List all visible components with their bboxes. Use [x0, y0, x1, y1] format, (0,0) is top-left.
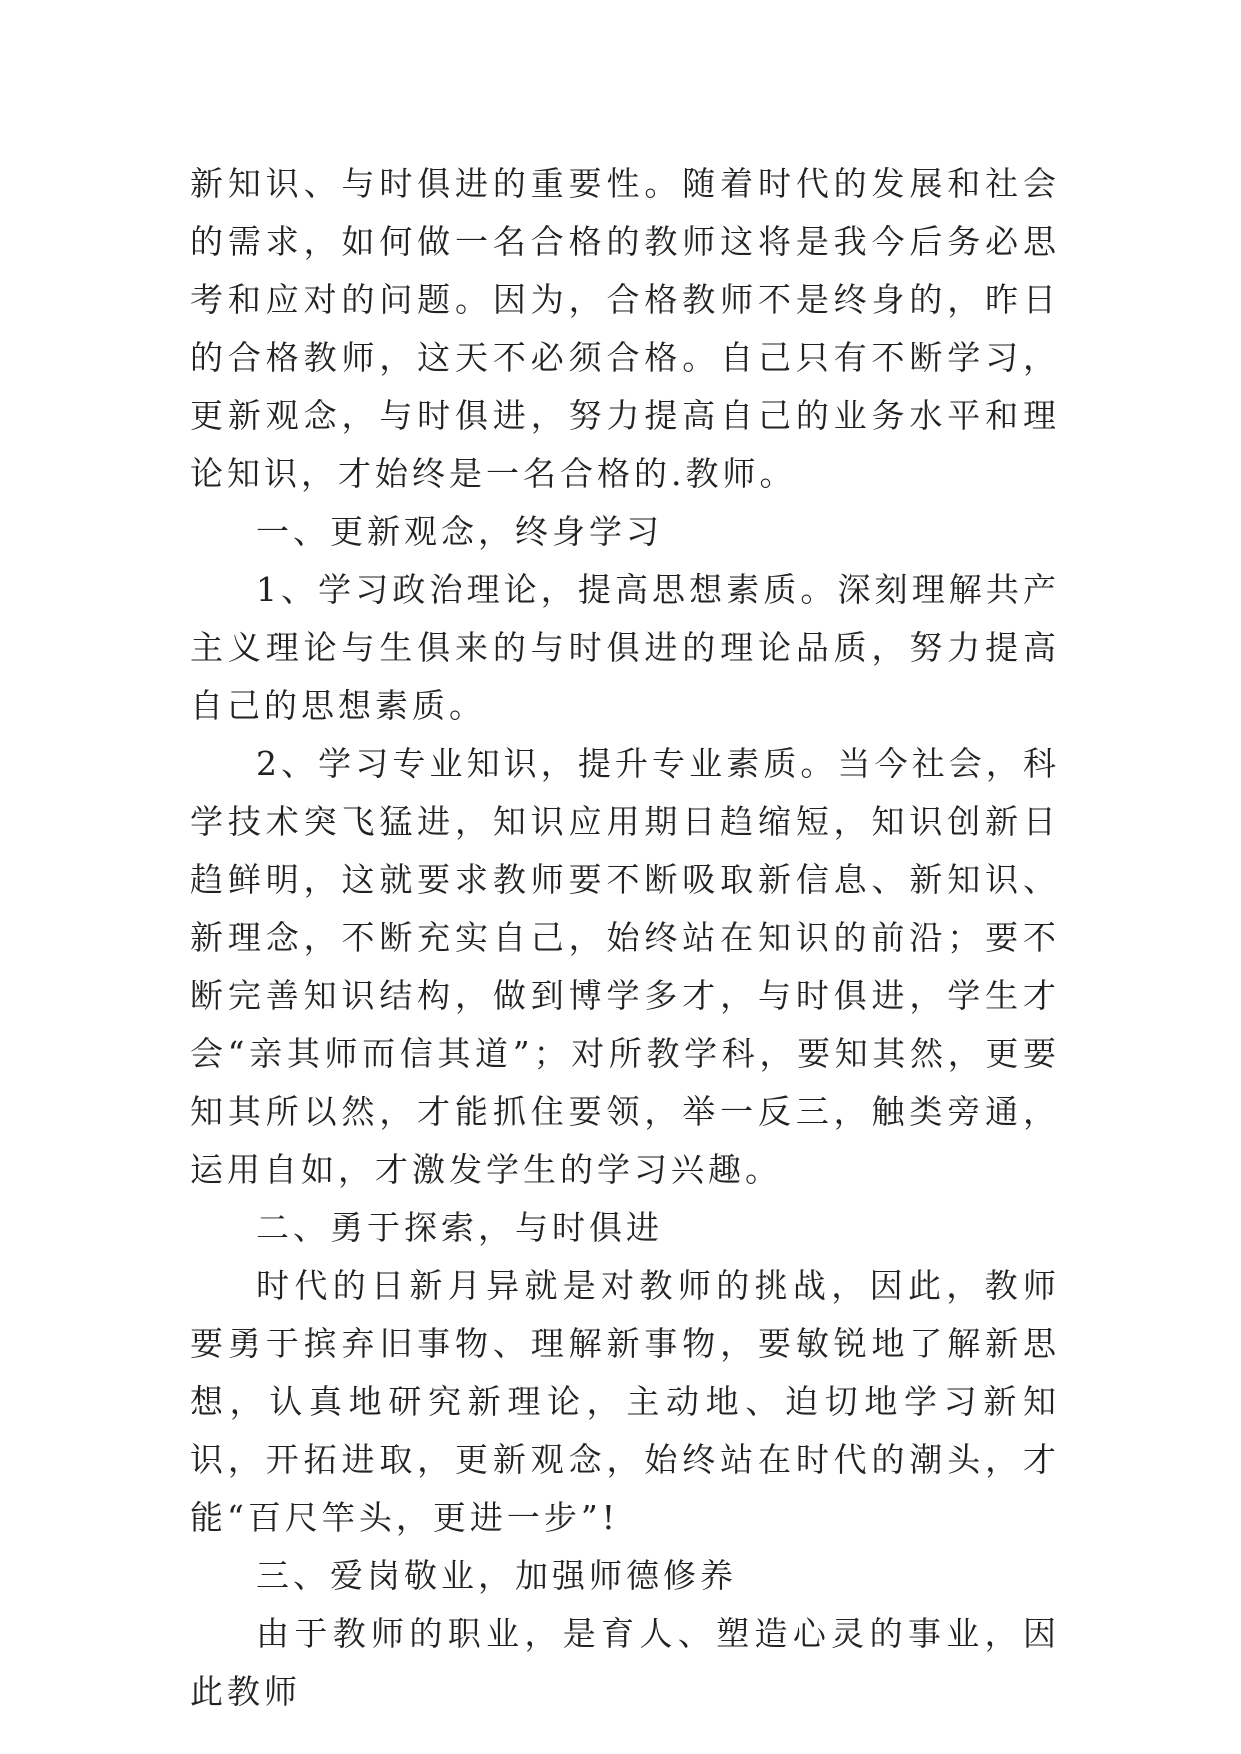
section-heading-3: 三、爱岗敬业，加强师德修养 — [256, 1556, 737, 1595]
section-heading-1: 一、更新观念，终身学习 — [256, 512, 663, 551]
paragraph-section-3: 由于教师的职业，是育人、塑造心灵的事业，因此教师 — [190, 1614, 1060, 1711]
paragraph-item-1: 1、学习政治理论，提高思想素质。深刻理解共产主义理论与生俱来的与时俱进的理论品质，努力提高自己的思想素质。 — [190, 570, 1060, 725]
paragraph-section-2: 时代的日新月异就是对教师的挑战，因此，教师要勇于摈弃旧事物、理解新事物，要敏锐地了解新思想，认真地研究新理论，主动地、迫切地学习新知识，开拓进取，更新观念，始终站在时代的潮头，才能“百尺竿头，更进一步”! — [190, 1266, 1060, 1537]
paragraph-intro: 新知识、与时俱进的重要性。随着时代的发展和社会的需求，如何做一名合格的教师这将是我今后务必思考和应对的问题。因为，合格教师不是终身的，昨日的合格教师，这天不必须合格。自己只有不断学习，更新观念，与时俱进，努力提高自己的业务水平和理论知识，才始终是一名合格的.教师。 — [190, 164, 1060, 493]
document-page — [190, 155, 1060, 1721]
paragraph-item-2: 2、学习专业知识，提升专业素质。当今社会，科学技术突飞猛进，知识应用期日趋缩短，知识创新日趋鲜明，这就要求教师要不断吸取新信息、新知识、新理念，不断充实自己，始终站在知识的前沿；要不断完善知识结构，做到博学多才，与时俱进，学生才会“亲其师而信其道”；对所教学科，要知其然，更要知其所以然，才能抓住要领，举一反三，触类旁通，运用自如，才激发学生的学习兴趣。 — [190, 744, 1060, 1189]
section-heading-2: 二、勇于探索，与时俱进 — [256, 1208, 663, 1247]
